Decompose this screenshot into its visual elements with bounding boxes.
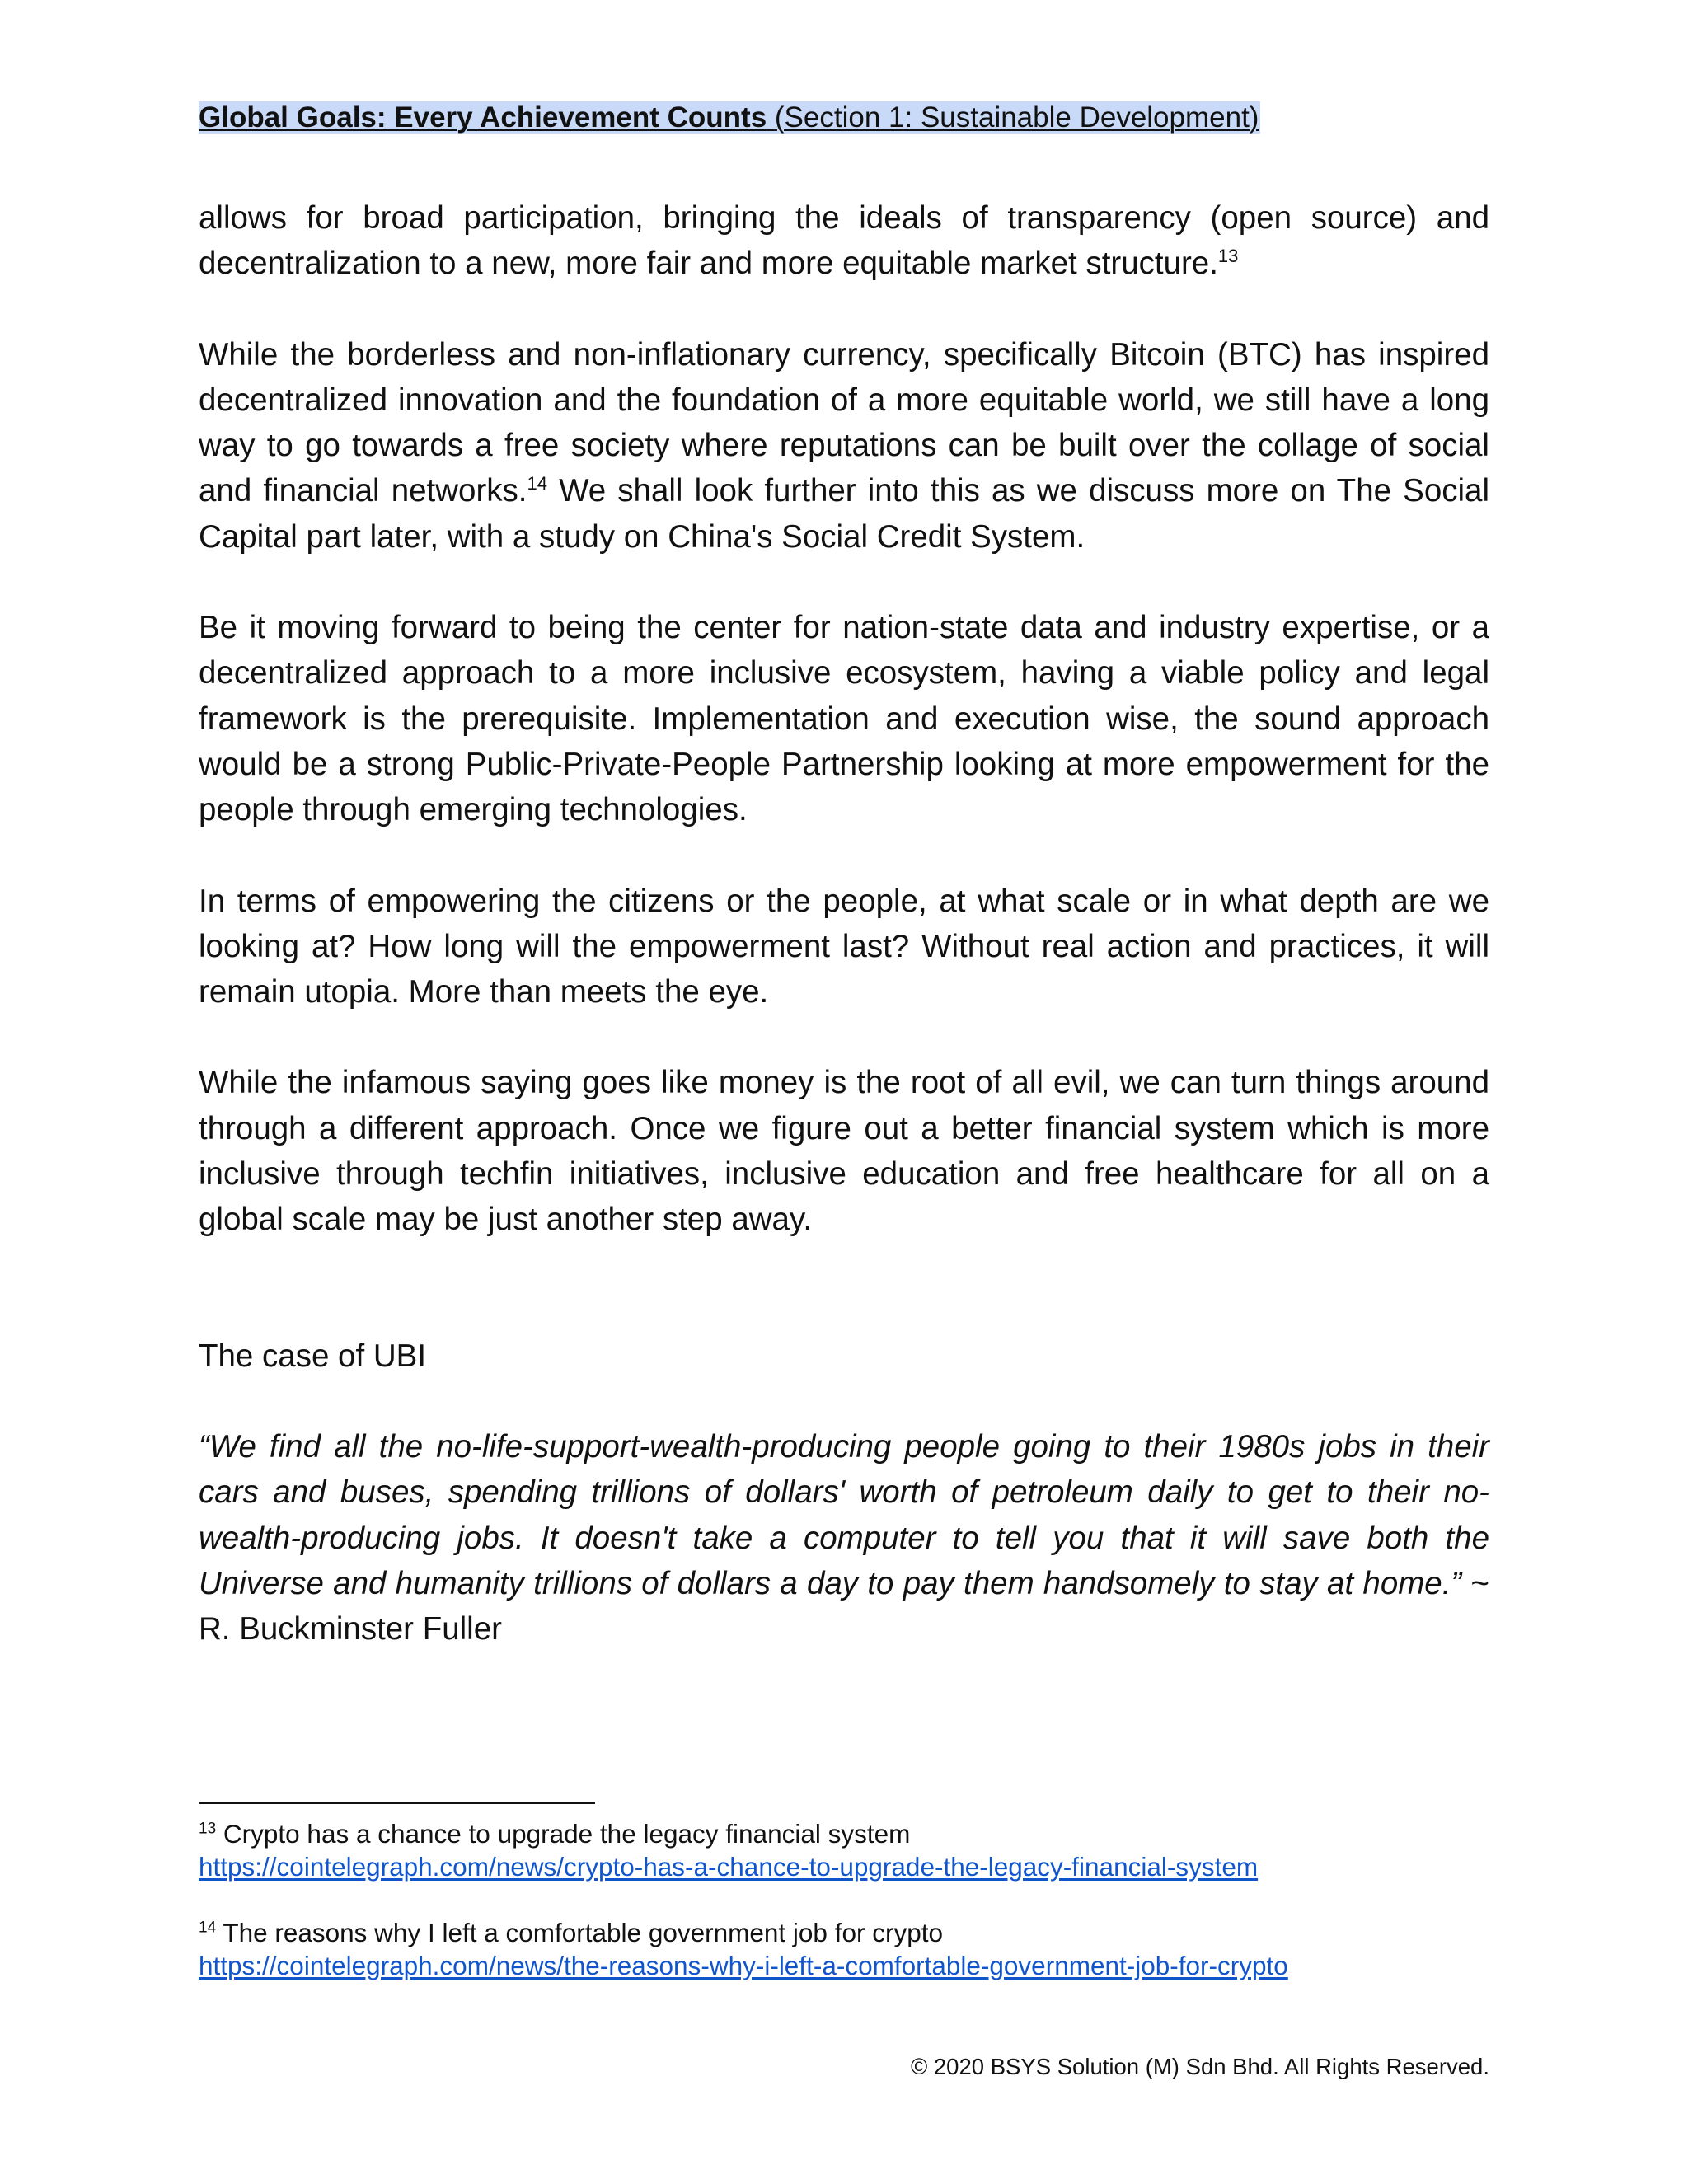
header-highlight bbox=[199, 101, 1260, 134]
footnote-ref[interactable]: 13 bbox=[1217, 246, 1239, 267]
header-title: Global Goals: Every Achievement Counts bbox=[199, 101, 767, 134]
footnote-text: The reasons why I left a comfortable government job for crypto bbox=[216, 1918, 943, 1947]
paragraph-text: While the borderless and non-inflationary currency, specifically Bitcoin (BTC) has inspired decentralized innovation and the foundation of a more equitable world, we still have a long way to go towards a free society where reputations can be built over the collage of social and financial networks. bbox=[199, 336, 1489, 509]
paragraph: Be it moving forward to being the center for nation-state data and industry expertise, or a decentralized approach to a more inclusive ecosystem, having a viable policy and legal framework is the prerequisite. Implementation and execution wise, the sound approach would be a strong Public-Private-People Partnership looking at more empowerment for the people through emerging technologies. bbox=[199, 610, 1489, 828]
paragraph-text-continued: We shall look further into this as we discuss more on The Social Capital part later, with a study on China's Social Credit System. bbox=[199, 473, 1489, 555]
quote-text: “We find all the no-life-support-wealth-producing people going to their 1980s jobs in their cars and buses, spending trillions of dollars' worth of petroleum daily to get to their no-wealth-producing jobs. It doesn't take a computer to tell you that it will save both the Universe and humanity trillions of dollars a day to pay them handsomely to stay at home.” bbox=[199, 1428, 1489, 1601]
footnote-text: Crypto has a chance to upgrade the legacy financial system bbox=[216, 1819, 911, 1849]
footnote-number: 14 bbox=[199, 1919, 217, 1937]
paragraph bbox=[199, 195, 1489, 287]
page-header bbox=[199, 97, 1260, 138]
copyright-notice: © 2020 BSYS Solution (M) Sdn Bhd. All Rights Reserved. bbox=[910, 2054, 1489, 2079]
quote-attribution: ~ R. Buckminster Fuller bbox=[199, 1565, 1489, 1647]
footnote-14 bbox=[199, 1916, 1517, 1982]
footnotes bbox=[199, 1817, 1517, 2015]
footnote-link[interactable]: https://cointelegraph.com/news/the-reasons-why-i-left-a-comfortable-government-job-for-crypto bbox=[199, 1951, 1288, 1980]
body-content bbox=[199, 195, 1489, 1697]
section-heading: The case of UBI bbox=[199, 1338, 427, 1374]
paragraph: In terms of empowering the citizens or the people, at what scale or in what depth are we looking at? How long will the empowerment last? Without real action and practices, it will remain utopia. More than meets the eye. bbox=[199, 883, 1489, 1010]
footnote-ref[interactable]: 14 bbox=[527, 473, 547, 494]
footnote-divider bbox=[199, 1802, 595, 1804]
paragraph-text: allows for broad participation, bringing the ideals of transparency (open source) and decentralization to a new, more fair and more equitable market structure. bbox=[199, 200, 1489, 282]
header-section: (Section 1: Sustainable Development) bbox=[774, 101, 1259, 134]
footnote-link[interactable]: https://cointelegraph.com/news/crypto-has-a-chance-to-upgrade-the-legacy-financial-system bbox=[199, 1852, 1259, 1882]
footnote-13 bbox=[199, 1817, 1517, 1883]
footnote-number: 13 bbox=[199, 1820, 217, 1838]
quote-block bbox=[199, 1424, 1489, 1652]
paragraph bbox=[199, 332, 1489, 560]
paragraph: While the infamous saying goes like money is the root of all evil, we can turn things around through a different approach. Once we figure out a better financial system which is more inclusive through techfin initiatives, inclusive education and free healthcare for all on a global scale may be just another step away. bbox=[199, 1065, 1489, 1238]
